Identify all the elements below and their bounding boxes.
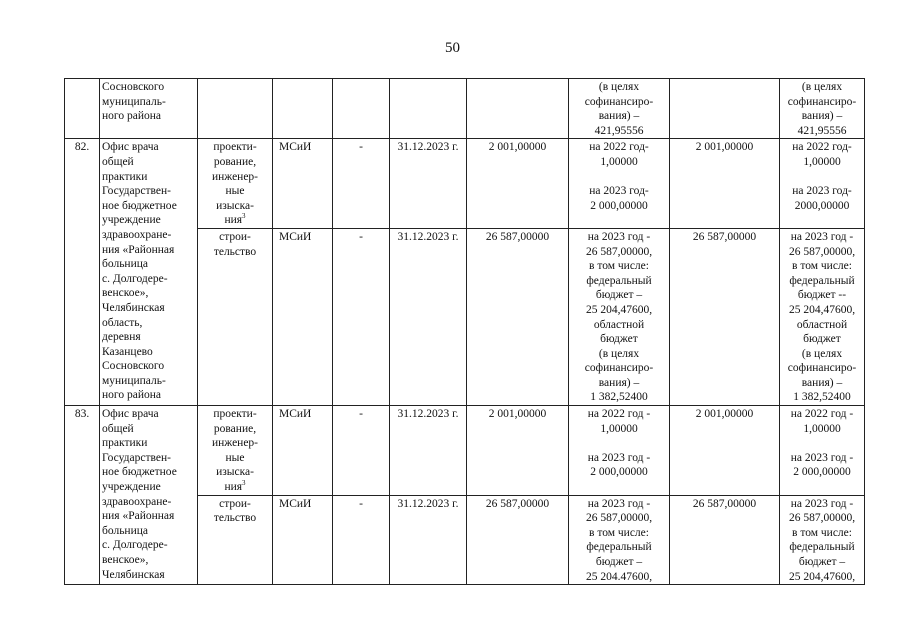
cell-limit: 2 001,00000 (670, 139, 780, 229)
stage-type: проекти- рование, инженер- ные изыска- ния (211, 408, 259, 494)
cell-dash: - (333, 406, 390, 496)
cell-customer: МСиИ (273, 228, 333, 405)
cell-limit (670, 79, 780, 139)
stage-type: проекти- рование, инженер- ные изыска- ния (211, 141, 259, 227)
cell-dash: - (333, 228, 390, 405)
cell-cost: 26 587,00000 (467, 228, 569, 405)
cell-limit-years: на 2023 год - 26 587,00000, в том числе: федеральный бюджет -- 25 204,47600, областной бюджет (в целях софинансиро- вания) – 1 382,52400 (780, 228, 865, 405)
cell-limit-years: на 2022 год - 1,00000 на 2023 год - 2 000,00000 (780, 406, 865, 496)
cell-date: 31.12.2023 г. (390, 228, 467, 405)
cell-date (390, 79, 467, 139)
cell-number (65, 79, 100, 139)
cell-years: на 2023 год - 26 587,00000, в том числе: федеральный бюджет – 25 204.47600, (569, 495, 670, 585)
cell-dash (333, 79, 390, 139)
cell-number: 83. (65, 406, 100, 585)
cell-customer (273, 79, 333, 139)
cell-cost: 2 001,00000 (467, 406, 569, 496)
footnote-mark: 3 (242, 479, 246, 488)
cell-limit-years: (в целях софинансиро- вания) – 421,95556 (780, 79, 865, 139)
cell-years: на 2022 год - 1,00000 на 2023 год - 2 000,00000 (569, 406, 670, 496)
cell-stage (198, 79, 273, 139)
cell-dash: - (333, 495, 390, 585)
cell-years: на 2023 год - 26 587,00000, в том числе: федеральный бюджет – 25 204,47600, областной бюджет (в целях софинансиро- вания) – 1 382,52400 (569, 228, 670, 405)
cell-dash: - (333, 139, 390, 229)
cell-date: 31.12.2023 г. (390, 406, 467, 496)
table-row-continued (65, 79, 865, 139)
cell-date: 31.12.2023 г. (390, 495, 467, 585)
cell-customer: МСиИ (273, 139, 333, 229)
cell-customer: МСиИ (273, 495, 333, 585)
cell-stage (198, 406, 273, 496)
cell-limit: 26 587,00000 (670, 495, 780, 585)
table-row (65, 139, 865, 229)
cell-object: Офис врача общей практики Государствен- ное бюджетное учреждение здравоохране- ния «Районная больница с. Долгодере- венское», Челябинская (100, 406, 198, 585)
cell-limit-years: на 2022 год- 1,00000 на 2023 год- 2000,00000 (780, 139, 865, 229)
cell-stage (198, 139, 273, 229)
footnote-mark: 3 (242, 212, 246, 221)
investment-table (64, 78, 865, 585)
cell-object: Офис врача общей практики Государствен- ное бюджетное учреждение здравоохране- ния «Районная больница с. Долгодере- венское», Челябинская область, деревня Казанцево Сосновского муниципаль- ного района (100, 139, 198, 406)
cell-date: 31.12.2023 г. (390, 139, 467, 229)
cell-years: (в целях софинансиро- вания) – 421,95556 (569, 79, 670, 139)
cell-cost (467, 79, 569, 139)
cell-years: на 2022 год- 1,00000 на 2023 год- 2 000,00000 (569, 139, 670, 229)
cell-cost: 26 587,00000 (467, 495, 569, 585)
cell-stage: строи- тельство (198, 495, 273, 585)
table-row (65, 406, 865, 496)
cell-limit: 2 001,00000 (670, 406, 780, 496)
cell-limit-years: на 2023 год - 26 587,00000, в том числе: федеральный бюджет – 25 204,47600, (780, 495, 865, 585)
cell-object: Сосновского муниципаль- ного района (100, 79, 198, 139)
cell-customer: МСиИ (273, 406, 333, 496)
cell-stage: строи- тельство (198, 228, 273, 405)
cell-limit: 26 587,00000 (670, 228, 780, 405)
cell-cost: 2 001,00000 (467, 139, 569, 229)
page-number: 50 (445, 40, 460, 56)
cell-number: 82. (65, 139, 100, 406)
